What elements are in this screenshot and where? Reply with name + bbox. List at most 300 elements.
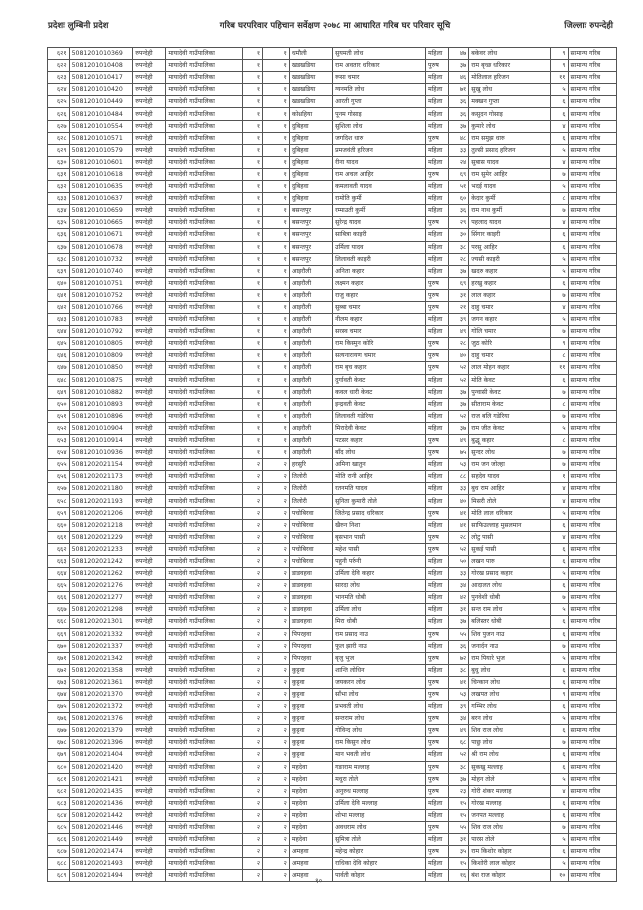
household-head: शिव पुजन नाउ xyxy=(469,628,550,640)
table-row xyxy=(48,459,617,471)
serial-number: ६६८ xyxy=(48,616,70,628)
household-head: भदई यादव xyxy=(469,181,550,193)
poverty-category: सामान्य गरिब xyxy=(568,338,616,350)
serial-number: ६७५ xyxy=(48,701,70,713)
serial-number: ६८० xyxy=(48,761,70,773)
serial-number: ६८२ xyxy=(48,785,70,797)
tole-cell: आइरौली xyxy=(289,398,332,410)
serial-number: ६३३ xyxy=(48,193,70,205)
member-count: ५ xyxy=(550,144,568,156)
respondent-name: अनुरुध मल्लाह xyxy=(333,785,426,797)
ward-cell: १ xyxy=(242,205,262,217)
table-row xyxy=(48,471,617,483)
district-label: जिल्लाः रुपन्देही xyxy=(564,21,613,31)
page-number: १० xyxy=(315,877,323,885)
respondent-name: सरस्व चमार xyxy=(333,326,426,338)
household-id: 5081201010449 xyxy=(69,96,133,108)
table-row xyxy=(48,604,617,616)
ward-number-cell: १ xyxy=(263,301,290,313)
tole-cell: आइरौली xyxy=(289,338,332,350)
member-count: ५ xyxy=(550,265,568,277)
serial-number: ६३१ xyxy=(48,168,70,180)
poverty-category: सामान्य गरिब xyxy=(568,217,616,229)
respondent-name: राधिका देवि कोहार xyxy=(333,858,426,870)
poverty-category: सामान्य गरिब xyxy=(568,688,616,700)
ward-number-cell: १ xyxy=(263,48,290,60)
poverty-category: सामान्य गरिब xyxy=(568,362,616,374)
ward-number-cell: २ xyxy=(263,773,290,785)
ward-cell: २ xyxy=(242,870,262,882)
table-row xyxy=(48,229,617,241)
household-head: बुधु लोध xyxy=(469,664,550,676)
household-id: 5081202021421 xyxy=(69,773,133,785)
serial-number: ६५५ xyxy=(48,459,70,471)
ward-cell: २ xyxy=(242,483,262,495)
table-row xyxy=(48,326,617,338)
age-cell: ५१ xyxy=(448,181,468,193)
serial-number: ६५१ xyxy=(48,410,70,422)
poverty-category: सामान्य गरिब xyxy=(568,447,616,459)
serial-number: ६४९ xyxy=(48,386,70,398)
age-cell: ३९ xyxy=(448,314,468,326)
tole-cell: कोथ्रहिया xyxy=(289,108,332,120)
household-head: बलिस्तर धोबी xyxy=(469,616,550,628)
ward-cell: २ xyxy=(242,822,262,834)
district-cell: रुपन्देही xyxy=(133,132,166,144)
gender-cell: महिला xyxy=(426,265,449,277)
serial-number: ६२७ xyxy=(48,120,70,132)
household-head: बुद्धू कहार xyxy=(469,435,550,447)
district-cell: रुपन्देही xyxy=(133,168,166,180)
household-head: पुनवेशी धोबी xyxy=(469,592,550,604)
serial-number: ६२४ xyxy=(48,84,70,96)
member-count: ७ xyxy=(550,447,568,459)
district-cell: रुपन्देही xyxy=(133,652,166,664)
household-id: 5081201010805 xyxy=(69,338,133,350)
ward-cell: १ xyxy=(242,168,262,180)
household-head: मिसरी तोले xyxy=(469,495,550,507)
tole-cell: अमहवा xyxy=(289,846,332,858)
municipality-cell: मायादेवी गाउँपालिका xyxy=(166,531,242,543)
ward-cell: २ xyxy=(242,507,262,519)
household-id: 5081201010571 xyxy=(69,132,133,144)
district-cell: रुपन्देही xyxy=(133,822,166,834)
serial-number: ६८६ xyxy=(48,834,70,846)
ward-number-cell: १ xyxy=(263,447,290,459)
municipality-cell: मायादेवी गाउँपालिका xyxy=(166,447,242,459)
gender-cell: पुरुष xyxy=(426,761,449,773)
respondent-name: बृसभान पासी xyxy=(333,531,426,543)
municipality-cell: मायादेवी गाउँपालिका xyxy=(166,797,242,809)
household-head: मोति लाल धरिकार xyxy=(469,507,550,519)
gender-cell: महिला xyxy=(426,96,449,108)
member-count: ४ xyxy=(550,495,568,507)
table-row xyxy=(48,592,617,604)
tole-cell: कुट्टवा xyxy=(289,737,332,749)
household-head: कसुदन गोसाइ xyxy=(469,108,550,120)
household-head: दाहु चमार xyxy=(469,350,550,362)
member-count: ६ xyxy=(550,580,568,592)
poverty-category: सामान्य गरिब xyxy=(568,870,616,882)
tole-cell: आइरौली xyxy=(289,326,332,338)
age-cell: ३७ xyxy=(448,616,468,628)
district-cell: रुपन्देही xyxy=(133,374,166,386)
household-id: 5081201010408 xyxy=(69,60,133,72)
serial-number: ६८९ xyxy=(48,870,70,882)
table-row xyxy=(48,773,617,785)
poverty-category: सामान्य गरिब xyxy=(568,301,616,313)
member-count: ७ xyxy=(550,822,568,834)
poverty-category: सामान्य गरिब xyxy=(568,785,616,797)
respondent-name: मोति रानी आहिर xyxy=(333,471,426,483)
age-cell: ५२ xyxy=(448,543,468,555)
tole-cell: तिलोरी xyxy=(289,483,332,495)
ward-number-cell: १ xyxy=(263,132,290,144)
serial-number: ६५७ xyxy=(48,483,70,495)
gender-cell: महिला xyxy=(426,120,449,132)
tole-cell: आइरौली xyxy=(289,362,332,374)
respondent-name: फूल झारी नाउ xyxy=(333,640,426,652)
respondent-name: आरती गुप्ता xyxy=(333,96,426,108)
household-id: 5081202021449 xyxy=(69,834,133,846)
member-count: ५ xyxy=(550,314,568,326)
district-cell: रुपन्देही xyxy=(133,531,166,543)
household-id: 5081201010601 xyxy=(69,156,133,168)
serial-number: ६८३ xyxy=(48,797,70,809)
serial-number: ६४६ xyxy=(48,350,70,362)
member-count: ७ xyxy=(550,168,568,180)
household-id: 5081201010579 xyxy=(69,144,133,156)
age-cell: १५ xyxy=(448,809,468,821)
member-count: १० xyxy=(550,870,568,882)
ward-number-cell: १ xyxy=(263,410,290,422)
household-id: 5081202021361 xyxy=(69,676,133,688)
poverty-category: सामान्य गरिब xyxy=(568,495,616,507)
household-head: खदरु कहार xyxy=(469,265,550,277)
ward-number-cell: २ xyxy=(263,737,290,749)
ward-number-cell: २ xyxy=(263,822,290,834)
household-id: 5081202021242 xyxy=(69,555,133,567)
respondent-name: राम किसुन लोध xyxy=(333,737,426,749)
respondent-name: रीना यादव xyxy=(333,156,426,168)
ward-cell: २ xyxy=(242,785,262,797)
age-cell: २८ xyxy=(448,338,468,350)
age-cell: ३३ xyxy=(448,568,468,580)
poverty-category: सामान्य गरिब xyxy=(568,314,616,326)
household-head: बुध राम आहिर xyxy=(469,483,550,495)
household-id: 5081201010875 xyxy=(69,374,133,386)
household-head: मक्खन गुप्ता xyxy=(469,96,550,108)
respondent-name: खैरुन निशा xyxy=(333,519,426,531)
household-head: गोरख प्रसाद कहार xyxy=(469,568,550,580)
ward-number-cell: २ xyxy=(263,616,290,628)
household-head: लोटु पासी xyxy=(469,531,550,543)
district-cell: रुपन्देही xyxy=(133,580,166,592)
age-cell: १५ xyxy=(448,797,468,809)
serial-number: ६८८ xyxy=(48,858,70,870)
table-row xyxy=(48,386,617,398)
district-cell: रुपन्देही xyxy=(133,435,166,447)
gender-cell: पुरुष xyxy=(426,350,449,362)
municipality-cell: मायादेवी गाउँपालिका xyxy=(166,507,242,519)
municipality-cell: मायादेवी गाउँपालिका xyxy=(166,205,242,217)
respondent-name: सन्तराम लोध xyxy=(333,713,426,725)
ward-cell: १ xyxy=(242,326,262,338)
table-row xyxy=(48,422,617,434)
member-count: ४ xyxy=(550,120,568,132)
district-cell: रुपन्देही xyxy=(133,664,166,676)
tole-cell: दुबिहवा xyxy=(289,181,332,193)
gender-cell: महिला xyxy=(426,193,449,205)
respondent-name: रामोति कुर्मी xyxy=(333,193,426,205)
municipality-cell: मायादेवी गाउँपालिका xyxy=(166,858,242,870)
gender-cell: पुरुष xyxy=(426,652,449,664)
poverty-category: सामान्य गरिब xyxy=(568,507,616,519)
respondent-name: महेश पासी xyxy=(333,543,426,555)
ward-number-cell: २ xyxy=(263,664,290,676)
ward-cell: १ xyxy=(242,253,262,265)
serial-number: ६८५ xyxy=(48,822,70,834)
tole-cell: आइरौली xyxy=(289,301,332,313)
age-cell: ३१ xyxy=(448,289,468,301)
municipality-cell: मायादेवी गाउँपालिका xyxy=(166,592,242,604)
table-row xyxy=(48,616,617,628)
municipality-cell: मायादेवी गाउँपालिका xyxy=(166,374,242,386)
serial-number: ६२८ xyxy=(48,132,70,144)
ward-number-cell: २ xyxy=(263,519,290,531)
district-cell: रुपन्देही xyxy=(133,386,166,398)
poverty-category: सामान्य गरिब xyxy=(568,60,616,72)
age-cell: ३६ xyxy=(448,640,468,652)
tole-cell: खडखडिया xyxy=(289,96,332,108)
municipality-cell: मायादेवी गाउँपालिका xyxy=(166,580,242,592)
age-cell: २३ xyxy=(448,785,468,797)
poverty-category: सामान्य गरिब xyxy=(568,350,616,362)
respondent-name: राम बृच कहार xyxy=(333,362,426,374)
age-cell: ५३ xyxy=(448,688,468,700)
ward-number-cell: १ xyxy=(263,168,290,180)
poverty-category: सामान्य गरिब xyxy=(568,229,616,241)
household-id: 5081201010671 xyxy=(69,229,133,241)
ward-number-cell: २ xyxy=(263,531,290,543)
ward-number-cell: १ xyxy=(263,205,290,217)
gender-cell: महिला xyxy=(426,495,449,507)
poverty-category: सामान्य गरिब xyxy=(568,604,616,616)
tole-cell: कुट्टवा xyxy=(289,664,332,676)
municipality-cell: मायादेवी गाउँपालिका xyxy=(166,96,242,108)
respondent-name: सुरेन्द्र यादव xyxy=(333,217,426,229)
household-id: 5081201010635 xyxy=(69,181,133,193)
household-table xyxy=(47,47,617,882)
ward-number-cell: १ xyxy=(263,374,290,386)
tole-cell: पिपरहवा xyxy=(289,628,332,640)
gender-cell: महिला xyxy=(426,664,449,676)
gender-cell: महिला xyxy=(426,314,449,326)
poverty-category: सामान्य गरिब xyxy=(568,84,616,96)
table-row xyxy=(48,96,617,108)
municipality-cell: मायादेवी गाउँपालिका xyxy=(166,688,242,700)
ward-cell: १ xyxy=(242,289,262,301)
household-head: शिव राज लोध xyxy=(469,822,550,834)
age-cell: ५२ xyxy=(448,410,468,422)
serial-number: ६३५ xyxy=(48,217,70,229)
serial-number: ६३४ xyxy=(48,205,70,217)
ward-number-cell: २ xyxy=(263,676,290,688)
ward-cell: १ xyxy=(242,398,262,410)
poverty-category: सामान्य गरिब xyxy=(568,72,616,84)
ward-cell: २ xyxy=(242,531,262,543)
poverty-category: सामान्य गरिब xyxy=(568,580,616,592)
age-cell: ८८ xyxy=(448,471,468,483)
serial-number: ६६६ xyxy=(48,592,70,604)
district-cell: रुपन्देही xyxy=(133,555,166,567)
tole-cell: खडखडिया xyxy=(289,84,332,96)
municipality-cell: मायादेवी गाउँपालिका xyxy=(166,701,242,713)
municipality-cell: मायादेवी गाउँपालिका xyxy=(166,410,242,422)
table-row xyxy=(48,822,617,834)
tole-cell: आइरौली xyxy=(289,350,332,362)
household-id: 5081201010893 xyxy=(69,398,133,410)
member-count: ५ xyxy=(550,253,568,265)
household-id: 5081202021404 xyxy=(69,749,133,761)
household-head: गोलि चमार xyxy=(469,326,550,338)
gender-cell: महिला xyxy=(426,84,449,96)
household-head: मोतिलाल हरिजन xyxy=(469,72,550,84)
poverty-category: सामान्य गरिब xyxy=(568,555,616,567)
respondent-name: महेन्द्र कोहार xyxy=(333,846,426,858)
tole-cell: कुट्टवा xyxy=(289,713,332,725)
tole-cell: डाडवहवा xyxy=(289,592,332,604)
respondent-name: राम किस्मुन कोरि xyxy=(333,338,426,350)
household-head: सीताराम केवट xyxy=(469,398,550,410)
municipality-cell: मायादेवी गाउँपालिका xyxy=(166,737,242,749)
household-id: 5081201010783 xyxy=(69,314,133,326)
respondent-name: लिलावती काइरी xyxy=(333,253,426,265)
district-cell: रुपन्देही xyxy=(133,628,166,640)
member-count: ६ xyxy=(550,229,568,241)
respondent-name: उर्मिला लोध xyxy=(333,604,426,616)
household-head: राम जीत केवट xyxy=(469,422,550,434)
gender-cell: महिला xyxy=(426,519,449,531)
municipality-cell: मायादेवी गाउँपालिका xyxy=(166,120,242,132)
member-count: ६ xyxy=(550,543,568,555)
tole-cell: दुबिहवा xyxy=(289,144,332,156)
municipality-cell: मायादेवी गाउँपालिका xyxy=(166,761,242,773)
municipality-cell: मायादेवी गाउँपालिका xyxy=(166,483,242,495)
gender-cell: महिला xyxy=(426,604,449,616)
member-count: ५ xyxy=(550,834,568,846)
tole-cell: आइरौली xyxy=(289,265,332,277)
household-id: 5081201010484 xyxy=(69,108,133,120)
municipality-cell: मायादेवी गाउँपालिका xyxy=(166,519,242,531)
table-row xyxy=(48,205,617,217)
age-cell: ४० xyxy=(448,495,468,507)
tole-cell: आइरौली xyxy=(289,314,332,326)
household-id: 5081202021379 xyxy=(69,725,133,737)
household-id: 5081202021173 xyxy=(69,471,133,483)
district-cell: रुपन्देही xyxy=(133,761,166,773)
respondent-name: राम अचल आहिर xyxy=(333,168,426,180)
gender-cell: पुरुष xyxy=(426,688,449,700)
household-id: 5081202021301 xyxy=(69,616,133,628)
ward-number-cell: १ xyxy=(263,241,290,253)
age-cell: २१ xyxy=(448,301,468,313)
member-count: ८ xyxy=(550,398,568,410)
gender-cell: पुरुष xyxy=(426,713,449,725)
tole-cell: आइरौली xyxy=(289,277,332,289)
poverty-category: सामान्य गरिब xyxy=(568,543,616,555)
member-count: ६ xyxy=(550,277,568,289)
respondent-name: सुयमती लोध xyxy=(333,48,426,60)
serial-number: ६३६ xyxy=(48,229,70,241)
respondent-name: गोविन्द लोध xyxy=(333,725,426,737)
table-row xyxy=(48,314,617,326)
ward-cell: २ xyxy=(242,495,262,507)
ward-number-cell: १ xyxy=(263,96,290,108)
ward-cell: २ xyxy=(242,858,262,870)
ward-cell: १ xyxy=(242,422,262,434)
serial-number: ६६३ xyxy=(48,555,70,567)
tole-cell: पिपरहवा xyxy=(289,652,332,664)
poverty-category: सामान्य गरिब xyxy=(568,205,616,217)
municipality-cell: मायादेवी गाउँपालिका xyxy=(166,362,242,374)
household-head: बंश राज कोहार xyxy=(469,870,550,882)
member-count: ६ xyxy=(550,809,568,821)
household-head: सुकई पासी xyxy=(469,543,550,555)
table-row xyxy=(48,120,617,132)
serial-number: ६३९ xyxy=(48,265,70,277)
district-cell: रुपन्देही xyxy=(133,846,166,858)
ward-number-cell: १ xyxy=(263,120,290,132)
member-count: ६ xyxy=(550,797,568,809)
gender-cell: पुरुष xyxy=(426,543,449,555)
district-cell: रुपन्देही xyxy=(133,217,166,229)
serial-number: ६८१ xyxy=(48,773,70,785)
district-cell: रुपन्देही xyxy=(133,459,166,471)
member-count: ७ xyxy=(550,592,568,604)
municipality-cell: मायादेवी गाउँपालिका xyxy=(166,870,242,882)
municipality-cell: मायादेवी गाउँपालिका xyxy=(166,168,242,180)
age-cell: १६ xyxy=(448,870,468,882)
age-cell: ३६ xyxy=(448,205,468,217)
municipality-cell: मायादेवी गाउँपालिका xyxy=(166,809,242,821)
member-count: ४ xyxy=(550,483,568,495)
poverty-category: सामान्य गरिब xyxy=(568,48,616,60)
household-id: 5081202021277 xyxy=(69,592,133,604)
member-count: ५ xyxy=(550,604,568,616)
ward-number-cell: १ xyxy=(263,84,290,96)
poverty-category: सामान्य गरिब xyxy=(568,652,616,664)
poverty-category: सामान्य गरिब xyxy=(568,858,616,870)
household-id: 5081202021396 xyxy=(69,737,133,749)
poverty-category: सामान्य गरिब xyxy=(568,253,616,265)
household-id: 5081202021446 xyxy=(69,822,133,834)
household-id: 5081201010420 xyxy=(69,84,133,96)
ward-cell: २ xyxy=(242,471,262,483)
poverty-category: सामान्य गरिब xyxy=(568,108,616,120)
poverty-category: सामान्य गरिब xyxy=(568,435,616,447)
ward-number-cell: २ xyxy=(263,870,290,882)
respondent-name: जयकरन लोध xyxy=(333,676,426,688)
gender-cell: महिला xyxy=(426,555,449,567)
district-cell: रुपन्देही xyxy=(133,507,166,519)
member-count: ७ xyxy=(550,640,568,652)
table-row xyxy=(48,435,617,447)
household-head: जगन कहार xyxy=(469,314,550,326)
tole-cell: बसन्तपुर xyxy=(289,217,332,229)
gender-cell: महिला xyxy=(426,483,449,495)
household-id: 5081201010936 xyxy=(69,447,133,459)
